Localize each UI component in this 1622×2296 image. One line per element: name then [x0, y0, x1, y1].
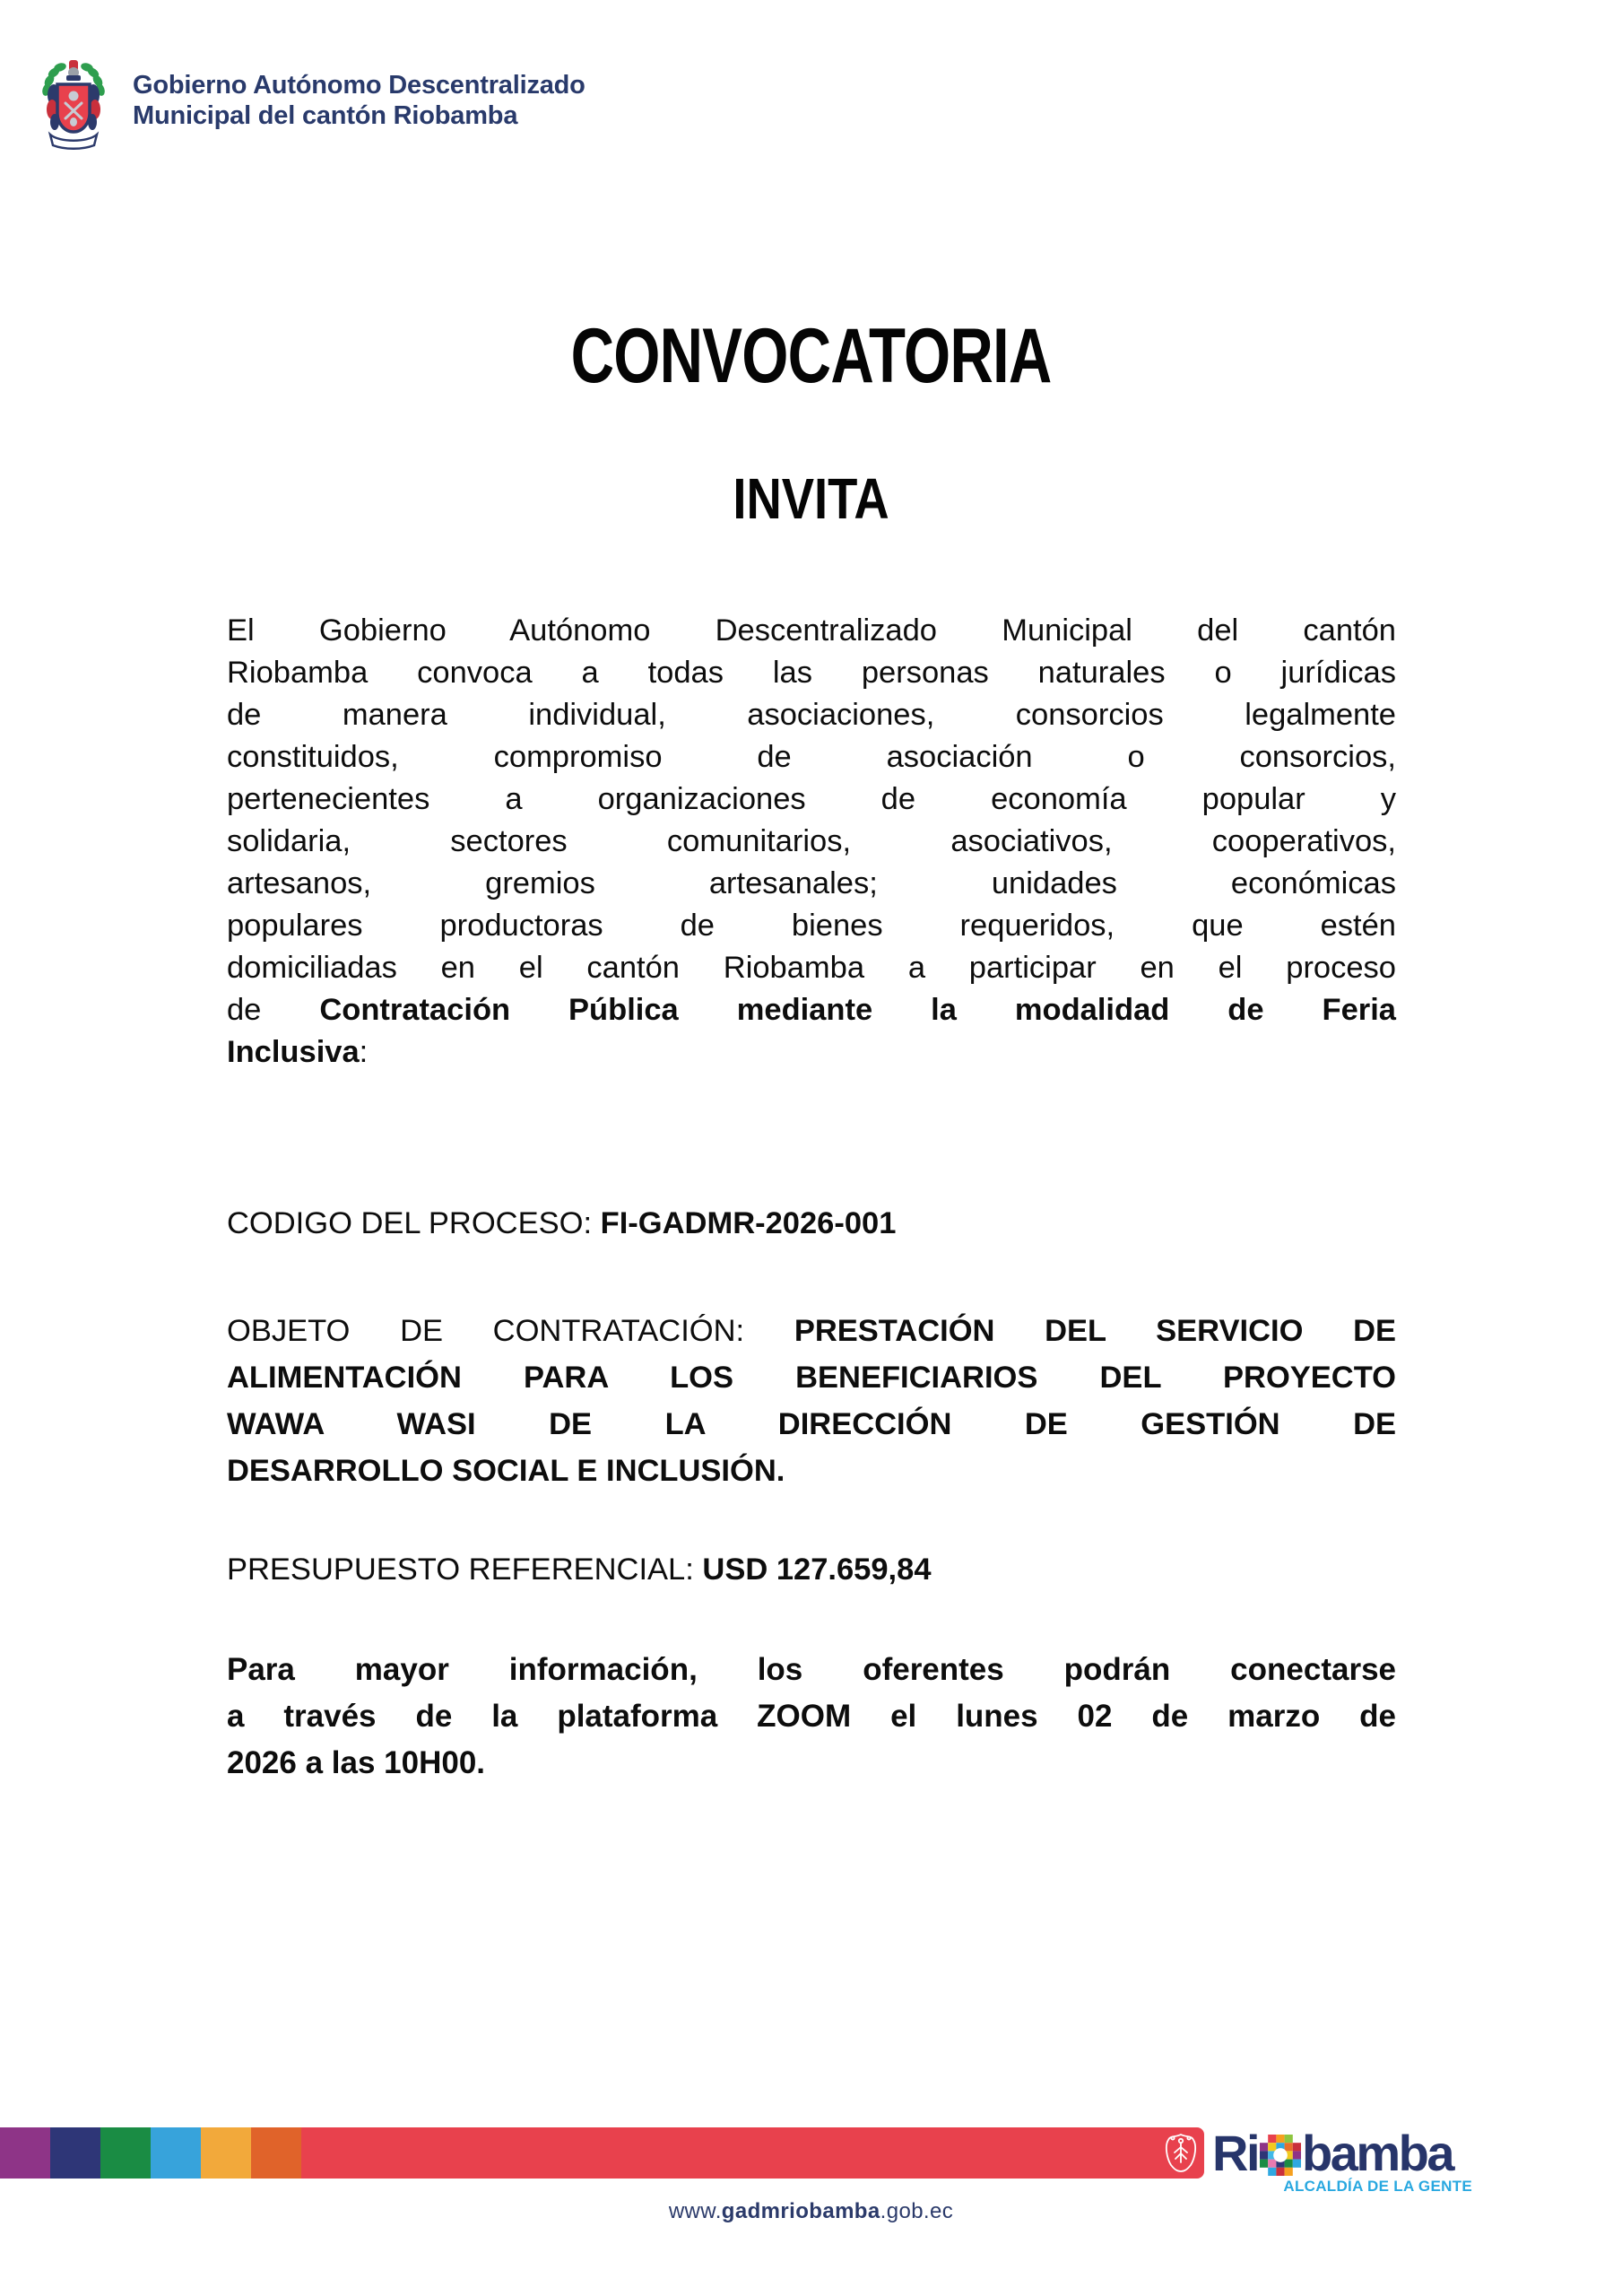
- logo-text-prefix: Ri: [1212, 2124, 1258, 2181]
- budget-label: PRESUPUESTO REFERENCIAL:: [227, 1552, 703, 1587]
- text-line: artesanos, gremios artesanales; unidades económicas: [227, 866, 1396, 900]
- riobamba-coat-of-arms-icon: [39, 57, 108, 151]
- process-code-value: FI-GADMR-2026-001: [600, 1206, 897, 1240]
- website-prefix: www.: [668, 2199, 722, 2223]
- text-line: ALIMENTACIÓN PARA LOS BENEFICIARIOS DEL PROYECTO: [227, 1361, 1396, 1395]
- page-subtitle: INVITA: [733, 466, 889, 531]
- page-title: CONVOCATORIA: [570, 313, 1052, 399]
- text-line: El Gobierno Autónomo Descentralizado Municipal del cantón: [227, 613, 1396, 648]
- footer-red-bar: [301, 2127, 1204, 2179]
- org-name-line2: Municipal del cantón Riobamba: [133, 101, 518, 130]
- text-line: 2026 a las 10H00.: [227, 1745, 486, 1780]
- riobamba-brand-logo: [1212, 2124, 1453, 2181]
- text-line: de Contratación Pública mediante la modalidad de Feria: [227, 993, 1396, 1027]
- footer-rainbow-segment: [201, 2127, 251, 2179]
- text-line: WAWA WASI DE LA DIRECCIÓN DE GESTIÓN DE: [227, 1407, 1396, 1441]
- text-line: OBJETO DE CONTRATACIÓN: PRESTACIÓN DEL SERVICIO DE: [227, 1314, 1397, 1348]
- text-line: Inclusiva:: [227, 1035, 369, 1069]
- text-line: de manera individual, asociaciones, consorcios legalmente: [227, 698, 1396, 732]
- footer-rainbow-segment: [50, 2127, 100, 2179]
- footer-color-bar: [0, 2127, 1204, 2179]
- chakana-icon: [1260, 2135, 1301, 2176]
- footer-rainbow-segment: [151, 2127, 201, 2179]
- website-text: [0, 2199, 1622, 2224]
- text-line: a través de la plataforma ZOOM el lunes 02 de marzo de: [227, 1699, 1396, 1734]
- contract-object-block: [227, 1308, 1396, 1494]
- text-line: Riobamba convoca a todas las personas naturales o jurídicas: [227, 656, 1396, 690]
- budget-value: USD 127.659,84: [702, 1552, 932, 1587]
- footer-rainbow-strip: [0, 2127, 301, 2179]
- footer-rainbow-segment: [0, 2127, 50, 2179]
- process-code-line: [227, 1203, 1396, 1245]
- logo-tagline: ALCALDÍA DE LA GENTE: [1283, 2178, 1472, 2195]
- white-crest-icon: [1163, 2132, 1199, 2174]
- body-paragraph: [227, 610, 1396, 1074]
- text-line: DESARROLLO SOCIAL E INCLUSIÓN.: [227, 1454, 785, 1488]
- text-line: domiciliadas en el cantón Riobamba a participar en el proceso: [227, 951, 1396, 985]
- org-name-line1: Gobierno Autónomo Descentralizado: [133, 71, 585, 100]
- footer-rainbow-segment: [251, 2127, 301, 2179]
- text-line: pertenecientes a organizaciones de economía popular y: [227, 782, 1396, 816]
- text-line: Para mayor información, los oferentes podrán conectarse: [227, 1652, 1396, 1687]
- logo-text-suffix: bamba: [1302, 2124, 1453, 2181]
- website-domain: gadmriobamba: [721, 2199, 880, 2223]
- text-line: solidaria, sectores comunitarios, asociativos, cooperativos,: [227, 824, 1396, 858]
- process-code-label: CODIGO DEL PROCESO:: [227, 1206, 601, 1240]
- footer-rainbow-segment: [100, 2127, 151, 2179]
- info-paragraph: [227, 1647, 1396, 1787]
- text-line: constituidos, compromiso de asociación o consorcios,: [227, 740, 1396, 774]
- budget-line: [227, 1549, 1396, 1591]
- header-org-name: [133, 70, 585, 131]
- website-suffix: .gob.ec: [880, 2199, 954, 2223]
- text-line: populares productoras de bienes requeridos, que estén: [227, 909, 1396, 943]
